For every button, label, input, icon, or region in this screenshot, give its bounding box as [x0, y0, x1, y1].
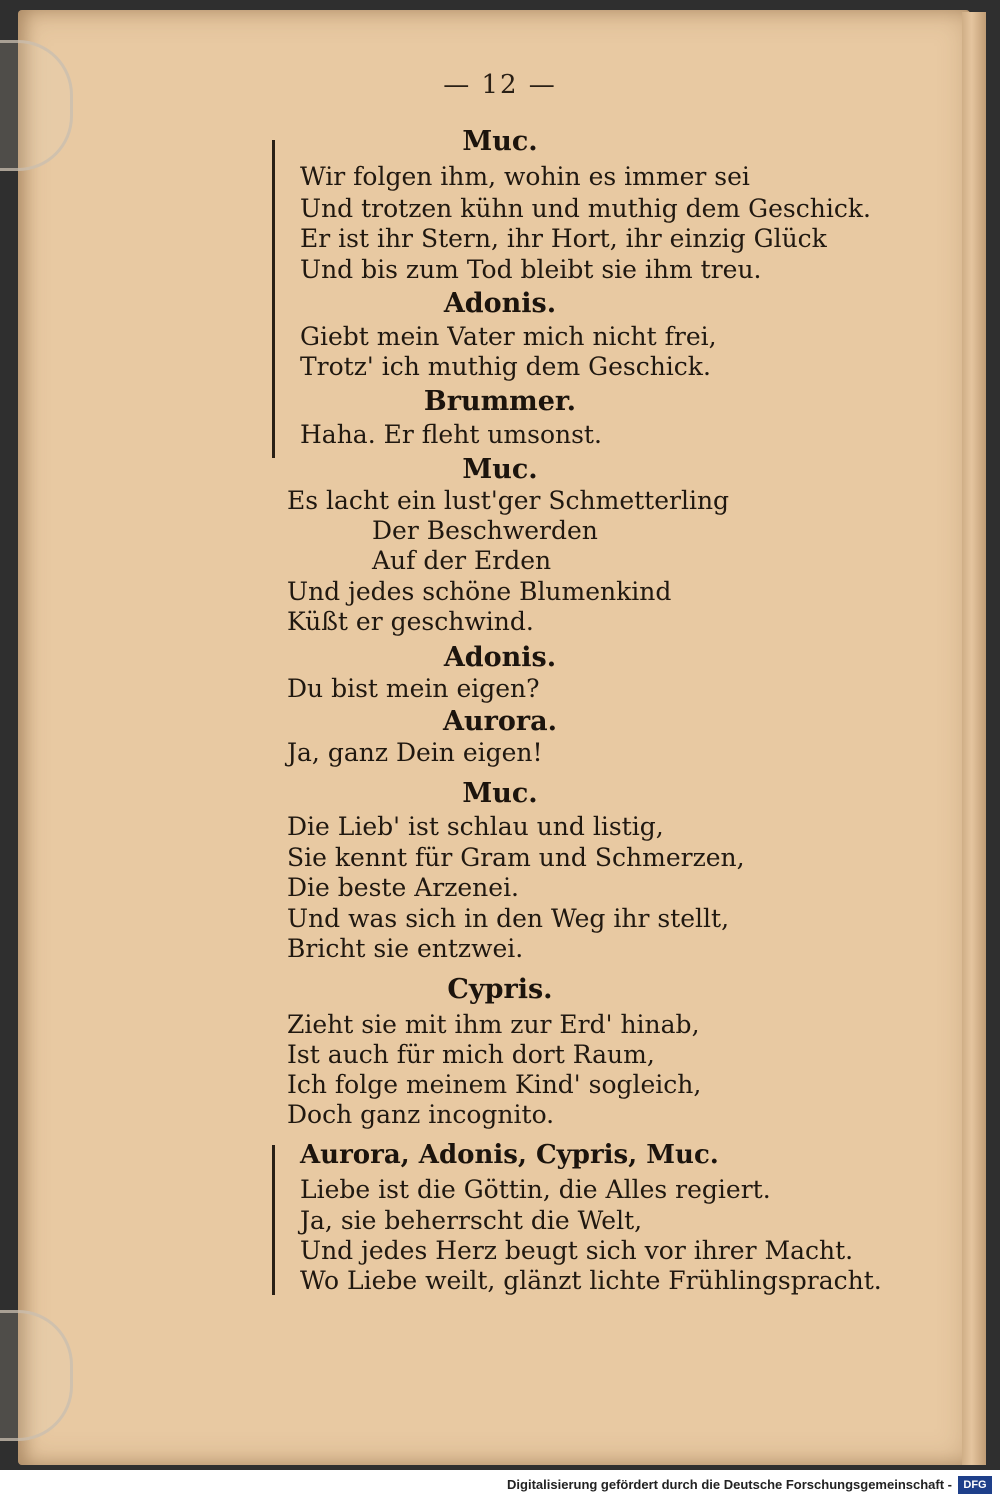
verse-line: Wo Liebe weilt, glänzt lichte Frühlingspracht.: [300, 1266, 882, 1295]
verse-line: Und bis zum Tod bleibt sie ihm treu.: [300, 255, 762, 284]
page-edge: [962, 12, 986, 1465]
speaker-name: Muc.: [462, 126, 538, 157]
verse-line: Trotz' ich muthig dem Geschick.: [300, 352, 711, 381]
verse-line: Es lacht ein lust'ger Schmetterling: [287, 486, 730, 515]
verse-line: Und trotzen kühn und muthig dem Geschick.: [300, 194, 871, 223]
verse-line: Auf der Erden: [372, 546, 552, 575]
verse-line: Ja, sie beherrscht die Welt,: [300, 1206, 643, 1235]
speaker-name: Muc.: [462, 454, 538, 485]
verse-line: Wir folgen ihm, wohin es immer sei: [300, 162, 750, 191]
verse-line: Küßt er geschwind.: [287, 607, 534, 636]
margin-bracket-bottom: [272, 1145, 275, 1295]
verse-line: Die Lieb' ist schlau und listig,: [287, 812, 664, 841]
speaker-name: Brummer.: [423, 386, 577, 417]
speaker-name: Adonis.: [443, 642, 557, 673]
speaker-name: Muc.: [462, 778, 538, 809]
verse-line: Die beste Arzenei.: [287, 873, 520, 902]
verse-line: Der Beschwerden: [372, 516, 598, 545]
verse-line: Sie kennt für Gram und Schmerzen,: [287, 843, 745, 872]
verse-line: Zieht sie mit ihm zur Erd' hinab,: [287, 1010, 700, 1039]
page-number: — 12 —: [443, 70, 557, 100]
dfg-logo-icon: DFG: [958, 1476, 992, 1494]
verse-line: Du bist mein eigen?: [287, 674, 540, 703]
verse-line: Haha. Er fleht umsonst.: [300, 420, 602, 449]
footer-bar: [0, 1470, 1000, 1501]
verse-line: Bricht sie entzwei.: [287, 934, 524, 963]
speaker-name: Aurora, Adonis, Cypris, Muc.: [300, 1140, 719, 1170]
verse-line: Giebt mein Vater mich nicht frei,: [300, 322, 717, 351]
verse-line: Ja, ganz Dein eigen!: [287, 738, 543, 767]
speaker-name: Cypris.: [447, 974, 553, 1005]
verse-line: Er ist ihr Stern, ihr Hort, ihr einzig Glück: [300, 224, 827, 253]
verse-line: Und jedes schöne Blumenkind: [287, 577, 672, 606]
verse-line: Und was sich in den Weg ihr stellt,: [287, 904, 730, 933]
speaker-name: Adonis.: [443, 288, 557, 319]
verse-line: Ist auch für mich dort Raum,: [287, 1040, 655, 1069]
funding-credit: Digitalisierung gefördert durch die Deutsche Forschungsgemeinschaft -: [507, 1477, 952, 1492]
verse-line: Und jedes Herz beugt sich vor ihrer Macht.: [300, 1236, 854, 1265]
verse-line: Ich folge meinem Kind' sogleich,: [287, 1070, 702, 1099]
verse-line: Doch ganz incognito.: [287, 1100, 555, 1129]
verse-line: Liebe ist die Göttin, die Alles regiert.: [300, 1175, 771, 1204]
speaker-name: Aurora.: [443, 706, 557, 737]
